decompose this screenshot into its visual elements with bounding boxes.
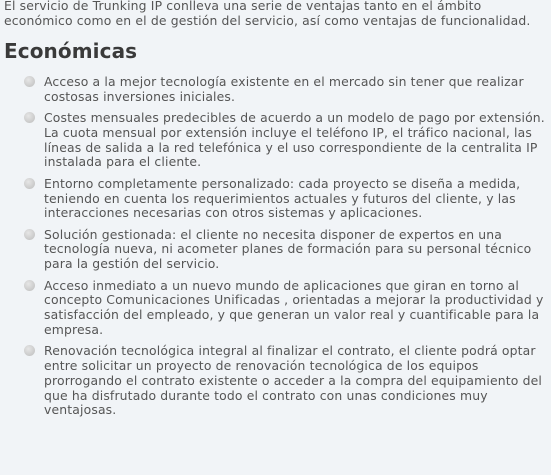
advantages-list — [4, 75, 545, 418]
list-item-text: Acceso inmediato a un nuevo mundo de aplicaciones que giran en torno al concepto Comunicaciones Unificadas , orientadas a mejorar la productividad y satisfacción del empleado, y que generan un valor real y cuantificable para la empresa. — [44, 277, 544, 337]
section-title: Económicas — [4, 39, 138, 63]
bullet-icon — [24, 178, 35, 189]
list-item-text: Costes mensuales predecibles de acuerdo a un modelo de pago por extensión. La cuota mensual por extensión incluye el teléfono IP, el tráfico nacional, las líneas de salida a la red telefónica y el uso correspondiente de la centralita IP instalada para el cliente. — [44, 110, 545, 170]
list-item-text: Renovación tecnológica integral al finalizar el contrato, el cliente podrá optar entre solicitar un proyecto de renovación tecnológica de los equipos prorrogando el contrato existente o acceder a la compra del equipamiento del que ha disfrutado durante todo el contrato con unas condiciones muy ventajosas. — [44, 343, 542, 418]
bullet-icon — [24, 229, 35, 240]
list-item — [24, 177, 545, 221]
list-item — [24, 279, 545, 338]
bullet-icon — [24, 112, 35, 123]
bullet-icon — [24, 76, 35, 87]
list-item-text: Acceso a la mejor tecnología existente en el mercado sin tener que realizar costosas inversiones iniciales. — [44, 74, 524, 104]
intro-paragraph: El servicio de Trunking IP conlleva una serie de ventajas tanto en el ámbito económico como en el de gestión del servicio, así como ventajas de funcionalidad. — [4, 0, 531, 28]
list-item — [24, 75, 545, 105]
list-item — [24, 228, 545, 272]
list-item — [24, 344, 545, 418]
bullet-icon — [24, 345, 35, 356]
bullet-icon — [24, 280, 35, 291]
list-item-text: Entorno completamente personalizado: cada proyecto se diseña a medida, teniendo en cuenta los requerimientos actuales y futuros del cliente, y las interacciones necesarias con otros sistemas y aplicaciones. — [44, 175, 521, 221]
list-item-text: Solución gestionada: el cliente no necesita disponer de expertos en una tecnología nueva, ni acometer planes de formación para su personal técnico para la gestión del servicio. — [44, 226, 532, 272]
list-item — [24, 111, 545, 170]
